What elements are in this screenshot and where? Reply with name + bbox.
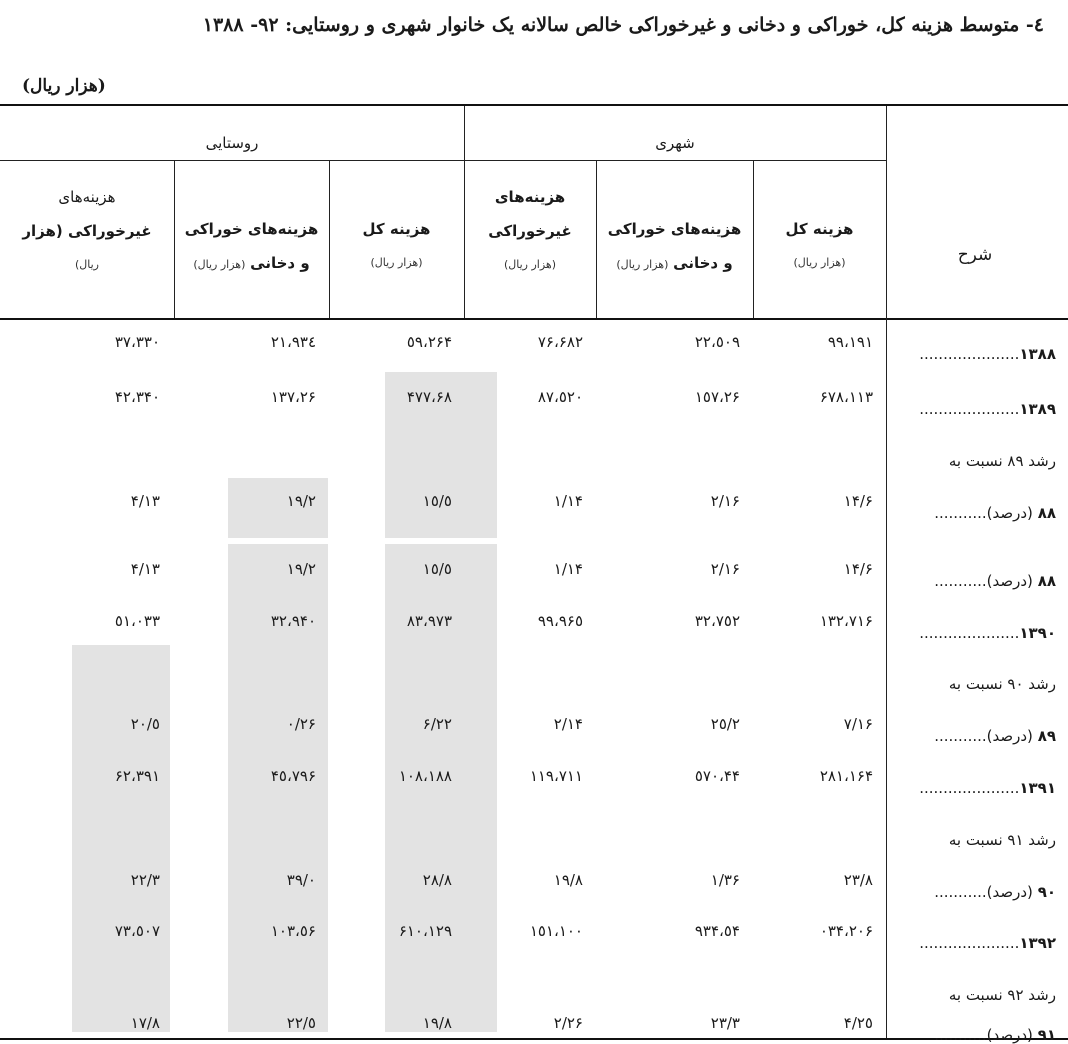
table-cell: ٢۶/٠ [286,715,316,733]
row-label: ١٣٩٠..................... [919,624,1056,642]
table-cell: ١۶۴،٢٨١ [819,767,873,785]
col-header-rural-nonfood: هزینه‌های غیرخوراکی (هزار ریال) [22,188,152,271]
row-label: ٨٨ (درصد)........... [934,504,1056,522]
table-cell: ٣٧،٣٣٠ [114,333,160,351]
table-cell: ١٥/٥ [422,492,452,510]
row-label: ١٣٨٩..................... [919,400,1056,418]
table-cell: ١٩/٨ [422,1014,452,1032]
table-cell: ١٩/٢ [286,560,316,578]
row-label: ٨٩ (درصد)........... [934,727,1056,745]
table-cell: ٢۶،١٥٧ [694,388,740,406]
table-cell: ١٩/٢ [286,492,316,510]
table-cell: ١۶/٢ [710,560,740,578]
table-cell: ١٣/۴ [130,560,160,578]
table-cell: ٢١،٩٣٤ [270,333,316,351]
table-cell: ۶٨،۴٧٧ [406,388,452,406]
table-cell: ٢۶/٢ [553,1014,583,1032]
col-header-rural-total: هزینه کل (هزار ریال) [362,220,431,269]
row-label: رشد ٨٩ نسبت به [948,452,1056,470]
row-label: ١٣٩١..................... [919,779,1056,797]
row-label: ٩٠ (درصد)........... [934,883,1056,901]
table-cell: ۴٢،٣۴٠ [114,388,160,406]
table-cell: ١۶/٢ [710,492,740,510]
table-cell: ١۴/۶ [843,560,873,578]
table-cell: ۴۴،٥٧٠ [694,767,740,785]
table-cell: ١٠٨،١٨٨ [398,767,452,785]
table-cell: ٢٠۶،٠٣۴ [819,922,873,940]
table-cell: ١۶/٧ [843,715,873,733]
row-label: ١٣٨٨..................... [919,345,1056,363]
col-header-urban-total: هزینه کل (هزار ریال) [785,220,854,269]
table-cell: ٧٣،٥٠٧ [114,922,160,940]
col-header-rural-food: هزینه‌های خوراکی و دخانی (هزار ریال) [184,220,319,272]
table-cell: ٥۶،١٠٣ [270,922,316,940]
column-divider [886,106,887,1038]
table-cell: ٥٩،٢۶۴ [406,333,452,351]
table-cell: ٨٧،٥٢٠ [537,388,583,406]
table-cell: ٢۶،١٣٧ [270,388,316,406]
table-cell: ١٧/٨ [130,1014,160,1032]
table-cell: ۶٢،٣٩١ [114,767,160,785]
table-cell: ١٥/٥ [422,560,452,578]
table-bottom-rule [0,1038,1068,1040]
table-cell: ٢٨/٨ [422,871,452,889]
table-cell: ١۴/۶ [843,492,873,510]
table-cell: ١٢٩،۶١٠ [398,922,452,940]
group-header-rural: روستایی [205,134,259,152]
table-cell: ٥١،٠٣٣ [114,612,160,630]
table-cell: ٢٢/٣ [130,871,160,889]
header-bottom-rule [0,318,1068,320]
table-cell: ٣۶/١ [710,871,740,889]
table-cell: ٨٣،٩٧٣ [406,612,452,630]
table-cell: ٢٠/٥ [130,715,160,733]
table-cell: ١٣/۴ [130,492,160,510]
table-cell: ١١٣،۶٧٨ [819,388,873,406]
table-cell: ١١٩،٧١١ [529,767,583,785]
table-cell: ٢٥/۴ [843,1014,873,1032]
table-cell: ۴٥،٧٩۶ [270,767,316,785]
table-cell: ٩٩،١٩١ [827,333,873,351]
row-label: ٩١ (درصد)........... [934,1026,1056,1044]
table-title: ٤- متوسط هزینه کل، خوراکی و دخانی و غیرخوراکی خالص سالانه یک خانوار شهری و روستایی: ٩٢- ١٣٨٨ [202,14,1044,36]
table-cell: ١۴/٢ [553,715,583,733]
row-label: ١٣٩٢..................... [919,934,1056,952]
table-cell: ٢٣/٣ [710,1014,740,1032]
table-cell: ١٣٢،٧١۶ [819,612,873,630]
col-header-urban-nonfood: هزینه‌های غیرخوراکی (هزار ریال) [488,188,572,271]
group-header-urban: شهری [655,134,695,152]
section-break [0,538,886,544]
col-header-urban-food: هزینه‌های خوراکی و دخانی (هزار ریال) [607,220,742,272]
table-cell: ١٩/٨ [553,871,583,889]
row-label: ٨٨ (درصد)........... [934,572,1056,590]
table-cell: ١۴/١ [553,492,583,510]
table-cell: ٢٢،٥٠٩ [694,333,740,351]
table-cell: ١٥١،١٠٠ [529,922,583,940]
row-label: رشد ٩٠ نسبت به [948,675,1056,693]
table-cell: ١۴/١ [553,560,583,578]
row-label: رشد ٩١ نسبت به [948,831,1056,849]
table-cell: ٢٢/۶ [422,715,452,733]
table-cell: ٩٩،٩۶٥ [537,612,583,630]
row-header: شرح [957,245,993,265]
table-cell: ٥۴،٩٣۴ [694,922,740,940]
unit-label: (هزار ریال) [22,76,106,96]
row-label: رشد ٩٢ نسبت به [948,986,1056,1004]
table-cell: ٣٢،٩۴٠ [270,612,316,630]
table-cell: ٢٢/٥ [286,1014,316,1032]
table-cell: ٢٥/٢ [710,715,740,733]
table-cell: ٢٣/٨ [843,871,873,889]
table-cell: ٧۶،۶٨٢ [537,333,583,351]
table-cell: ٣٢،٧٥٢ [694,612,740,630]
table-cell: ٣٩/٠ [286,871,316,889]
top-rule [0,104,1068,106]
